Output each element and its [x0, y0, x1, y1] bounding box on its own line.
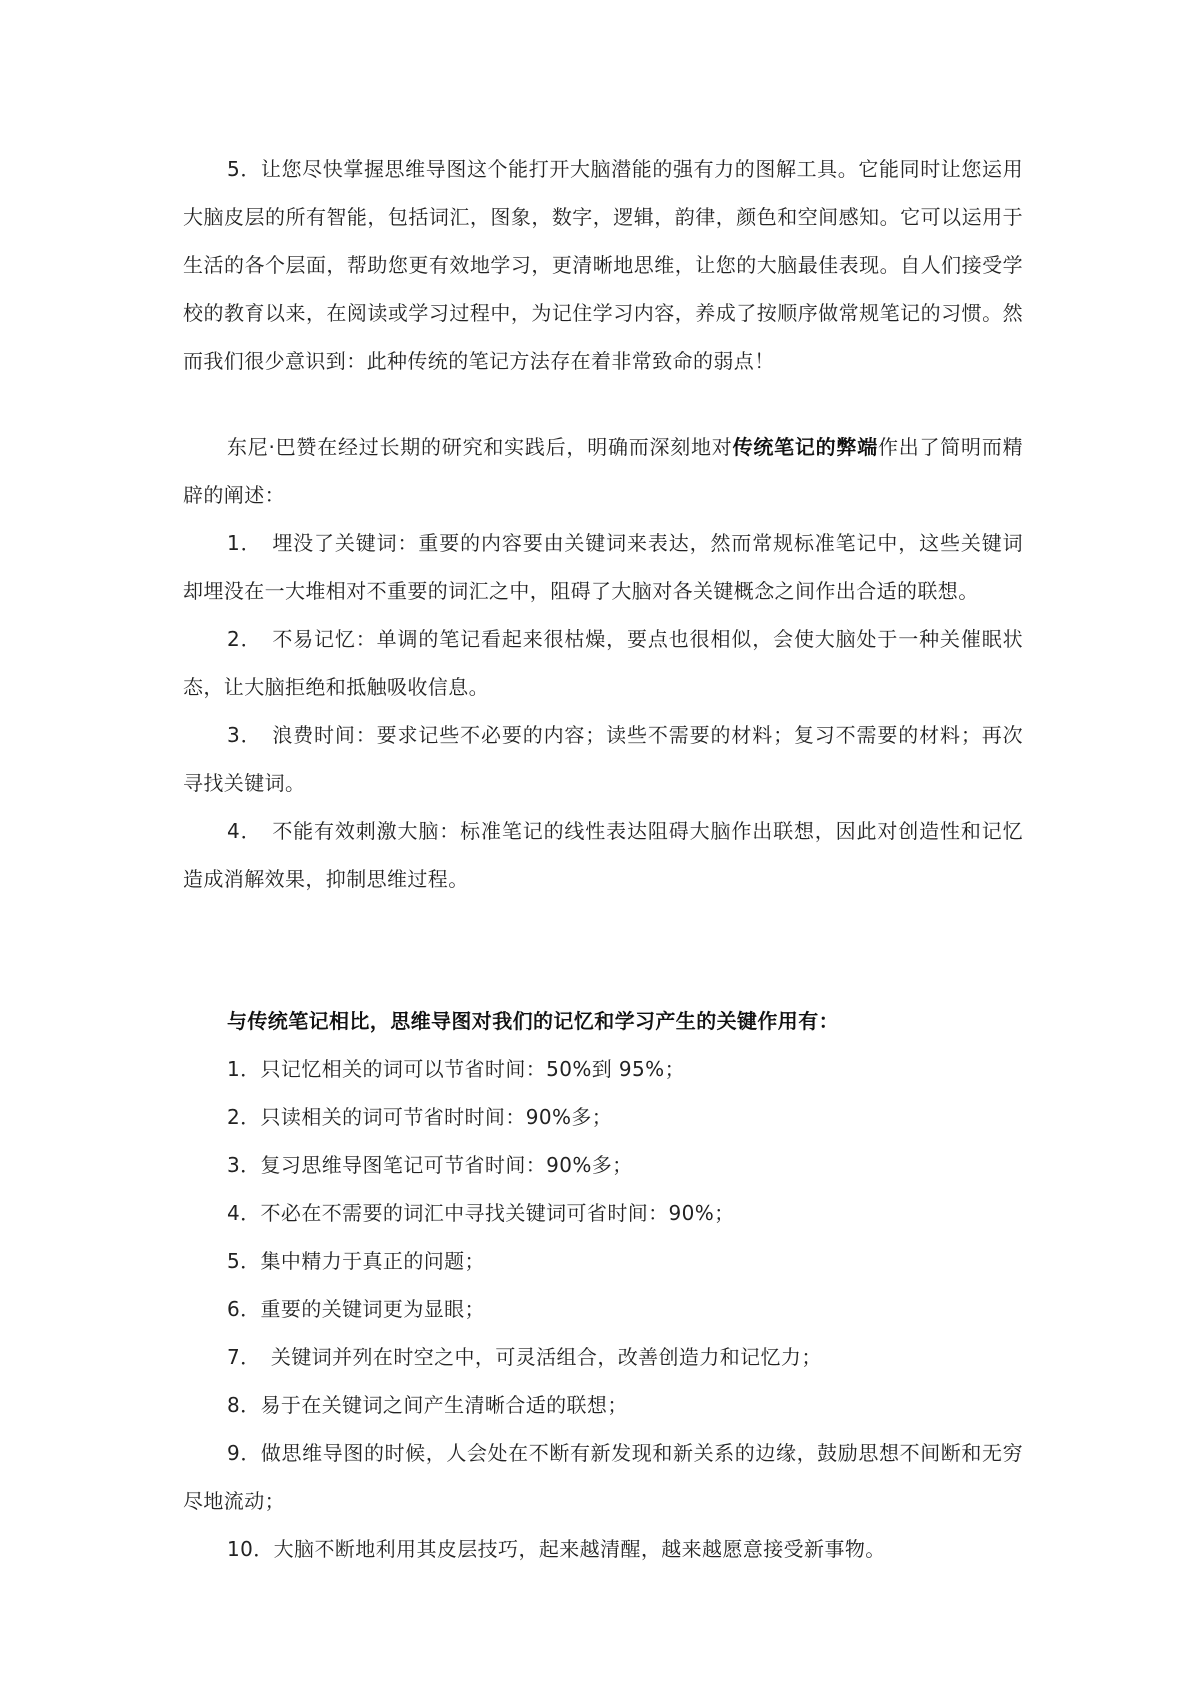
- intro-text-before: 东尼·巴赞在经过长期的研究和实践后，明确而深刻地对: [227, 435, 733, 459]
- intro-text-after: 作出了简明而精辟的阐述：: [183, 435, 1023, 507]
- section-mindmap-benefits: [183, 997, 1023, 1573]
- list-item: 1．只记忆相关的词可以节省时间：50%到 95%；: [227, 1057, 685, 1081]
- list-item: 4．不必在不需要的词汇中寻找关键词可省时间：90%；: [227, 1201, 735, 1225]
- list-item: 3．复习思维导图笔记可节省时间：90%多；: [227, 1153, 633, 1177]
- list-item: 7． 关键词并列在时空之中，可灵活组合，改善创造力和记忆力；: [227, 1345, 822, 1369]
- section-mindmap-tool: [183, 145, 1023, 385]
- list-item: 4． 不能有效刺激大脑：标准笔记的线性表达阻碍大脑作出联想，因此对创造性和记忆造成消解效果，抑制思维过程。: [183, 819, 1023, 891]
- list-item: 1． 埋没了关键词：重要的内容要由关键词来表达，然而常规标准笔记中，这些关键词却埋没在一大堆相对不重要的词汇之中，阻碍了大脑对各关键概念之间作出合适的联想。: [183, 531, 1023, 603]
- paragraph-item-5: 5．让您尽快掌握思维导图这个能打开大脑潜能的强有力的图解工具。它能同时让您运用大脑皮层的所有智能，包括词汇，图象，数字，逻辑，韵律，颜色和空间感知。它可以运用于生活的各个层面，帮助您更有效地学习，更清晰地思维，让您的大脑最佳表现。自人们接受学校的教育以来，在阅读或学习过程中，为记住学习内容，养成了按顺序做常规笔记的习惯。然而我们很少意识到：此种传统的笔记方法存在着非常致命的弱点！: [183, 157, 1023, 373]
- list-item: 9．做思维导图的时候，人会处在不断有新发现和新关系的边缘，鼓励思想不间断和无穷尽地流动；: [183, 1441, 1023, 1513]
- intro-bold-phrase: 传统笔记的弊端: [732, 435, 878, 459]
- list-item: 8．易于在关键词之间产生清晰合适的联想；: [227, 1393, 628, 1417]
- list-item: 5．集中精力于真正的问题；: [227, 1249, 485, 1273]
- intro-paragraph: [183, 423, 1023, 519]
- list-item: 10．大脑不断地利用其皮层技巧，起来越清醒，越来越愿意接受新事物。: [227, 1537, 886, 1561]
- section-traditional-notes-drawbacks: [183, 423, 1023, 903]
- list-item: 2．只读相关的词可节省时时间：90%多；: [227, 1105, 613, 1129]
- list-item: 3． 浪费时间：要求记些不必要的内容；读些不需要的材料；复习不需要的材料；再次寻找关键词。: [183, 723, 1023, 795]
- list-item: 6．重要的关键词更为显眼；: [227, 1297, 485, 1321]
- list-item: 2． 不易记忆：单调的笔记看起来很枯燥，要点也很相似，会使大脑处于一种关催眠状态，让大脑拒绝和抵触吸收信息。: [183, 627, 1023, 699]
- section-heading: 与传统笔记相比，思维导图对我们的记忆和学习产生的关键作用有：: [227, 1009, 839, 1033]
